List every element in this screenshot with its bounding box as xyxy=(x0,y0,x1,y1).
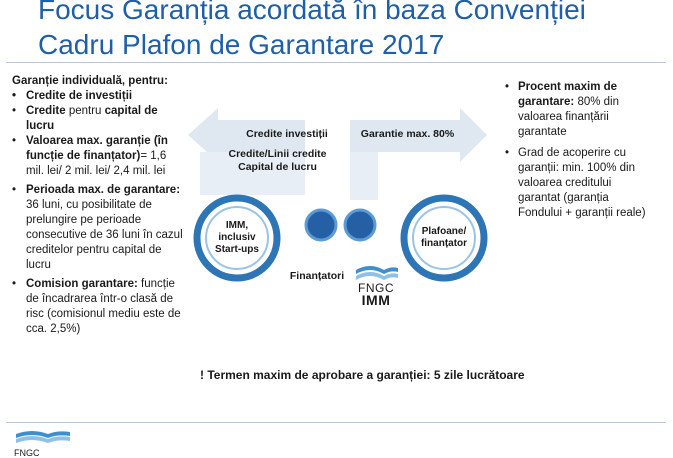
left-item-5-rest: funcție de încadrarea într-o clasă de risc (comisionul mediu este de cca. 2,5%) xyxy=(26,278,181,335)
left-item-3-bold: Valoarea max. garanție (în funcție de finanțator) xyxy=(26,135,168,162)
left-item-2-bold1: Credite xyxy=(26,105,66,117)
guarantee-diagram xyxy=(180,100,505,320)
right-item-max-percent xyxy=(505,80,655,140)
left-item-working-capital xyxy=(12,104,184,134)
left-item-max-value xyxy=(12,134,184,179)
logo-wave-icon-2 xyxy=(356,272,398,280)
left-item-2-bold2: capital de lucru xyxy=(26,105,158,132)
footer-logo xyxy=(14,428,74,458)
left-item-2-rest: pentru xyxy=(65,105,105,117)
left-column xyxy=(12,74,184,337)
title-divider xyxy=(6,62,666,63)
logo-imm-text: IMM xyxy=(361,292,391,308)
circle-left-label: IMM, inclusiv Start-ups xyxy=(215,220,259,255)
right-item-coverage xyxy=(505,146,655,221)
left-item-3-rest: = 1,6 mil. lei/ 2 mil. lei/ 2,4 mil. lei xyxy=(26,150,167,177)
left-item-4-bold: Perioada max. de garantare: xyxy=(26,184,181,196)
left-item-4-rest: 36 luni, cu posibilitate de prelungire pe perioade consecutive de 36 luni în cazul creditelor pentru capital de lucru xyxy=(26,199,183,271)
footer-logo-text: FNGC xyxy=(14,448,40,458)
right-item-1-bold: Procent maxim de garantare: xyxy=(518,81,618,108)
left-list xyxy=(12,89,184,337)
logo-wave-icon xyxy=(356,266,398,274)
right-item-2-text: Grad de acoperire cu garanții: min. 100% din valoarea creditului garantat (garanția Fondului + garanții reale) xyxy=(518,147,646,219)
slide-title: Focus Garanția acordată în baza Convenției Cadru Plafon de Garantare 2017 xyxy=(38,0,586,60)
arrow-left-label: Credite investiții xyxy=(246,128,328,140)
arrow-right-label: Garantie max. 80% xyxy=(360,128,455,140)
footer-logo-wave-icon xyxy=(14,428,74,444)
logo-fngc-text: FNGC xyxy=(358,281,394,295)
left-heading: Garanție individuală, pentru: xyxy=(12,75,168,87)
left-item-investment-credits xyxy=(12,89,184,104)
right-item-1-rest: 80% din valoarea finanțării garantate xyxy=(518,96,620,138)
right-descender-shape xyxy=(350,152,378,200)
left-item-max-period xyxy=(12,183,184,273)
footer-divider xyxy=(6,422,666,423)
left-item-5-bold: Comision garantare: xyxy=(26,278,138,290)
right-list xyxy=(505,80,655,221)
approval-note: ! Termen maxim de aprobare a garanției: 5 zile lucrătoare xyxy=(200,368,525,382)
right-column xyxy=(505,80,655,227)
left-item-commission xyxy=(12,277,184,337)
arrow-left-label-2: Credite/Linii credite Capital de lucru xyxy=(228,148,327,173)
left-item-1-text: Credite de investiții xyxy=(26,90,133,102)
finantatori-label: Finanțatori xyxy=(289,270,345,282)
circle-right-label: Plafoane/ finanțator xyxy=(420,226,468,249)
